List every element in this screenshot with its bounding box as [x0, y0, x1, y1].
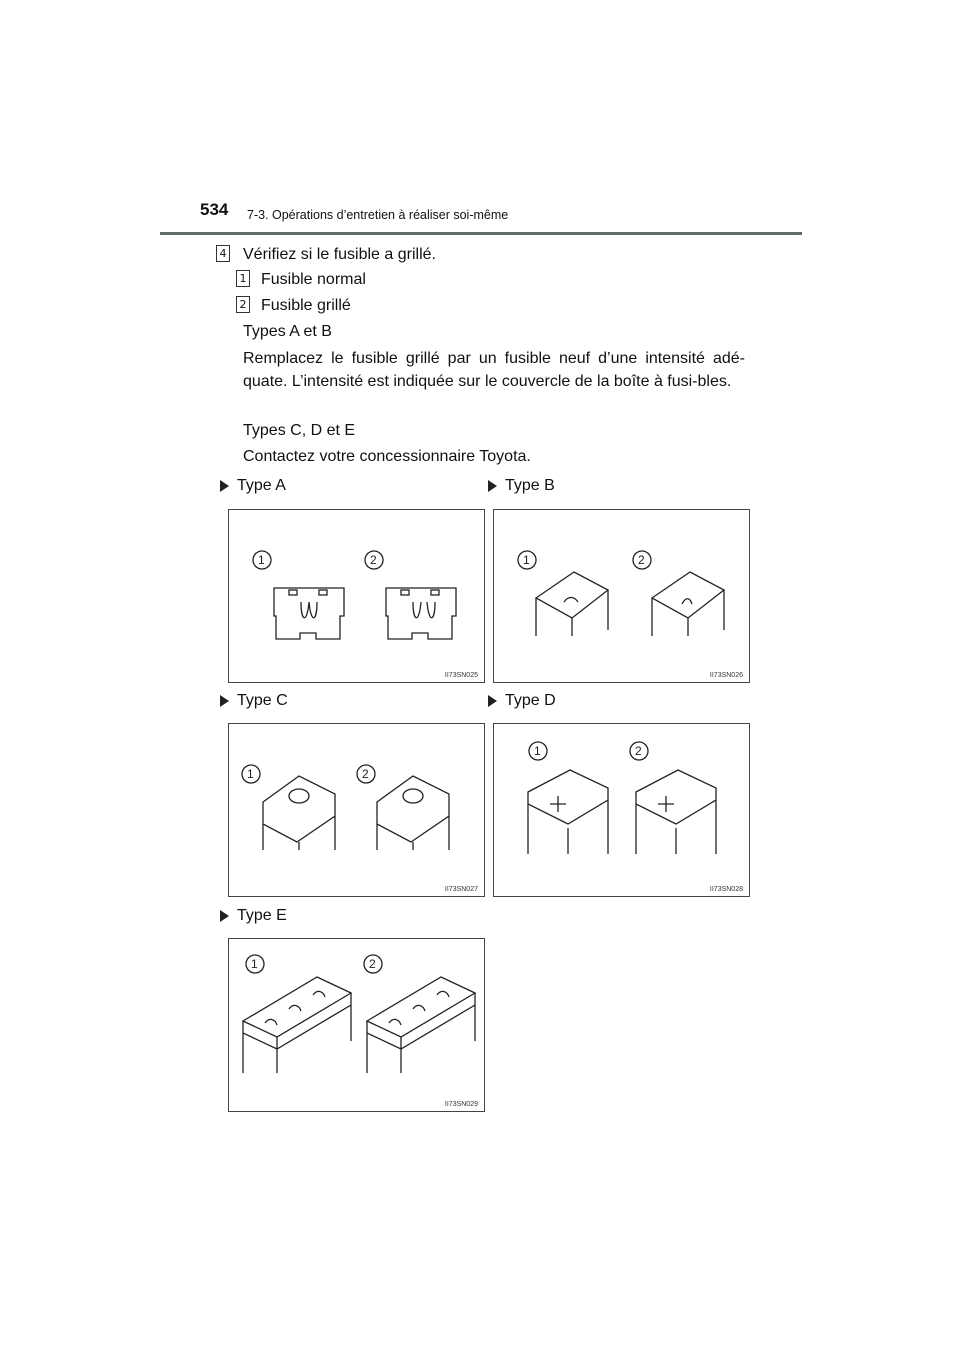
callout-2: 2	[635, 744, 642, 758]
figure-label-type-d	[488, 692, 556, 710]
figure-label-text: Type B	[505, 477, 555, 494]
triangle-bullet-icon	[220, 695, 229, 707]
callout-1: 1	[534, 744, 541, 758]
figure-code: II73SN028	[709, 886, 743, 893]
figure-code: II73SN027	[444, 886, 478, 893]
triangle-bullet-icon	[220, 910, 229, 922]
fuse-type-d-illustration	[494, 724, 751, 898]
figure-code: II73SN025	[444, 672, 478, 679]
figure-panel-type-d	[493, 723, 750, 897]
callout-2: 2	[370, 553, 377, 567]
section-title: 7-3. Opérations d’entretien à réaliser soi-même	[247, 208, 509, 222]
figure-label-text: Type E	[237, 907, 287, 924]
fuse-type-c-illustration	[229, 724, 486, 898]
figure-panel-type-e	[228, 938, 485, 1112]
fuse-type-a-illustration	[229, 510, 486, 684]
item-number-box: 2	[236, 296, 250, 313]
item-label: Fusible normal	[261, 271, 366, 288]
figure-panel-type-a	[228, 509, 485, 683]
figure-panel-type-c	[228, 723, 485, 897]
figure-label-text: Type D	[505, 692, 556, 709]
types-ab-paragraph: Remplacez le fusible grillé par un fusible neuf d’une intensité adé-quate. L’intensité est indiquée sur le couvercle de la boîte à fusi-bles.	[243, 350, 745, 390]
callout-2: 2	[362, 767, 369, 781]
callout-1: 1	[523, 553, 530, 567]
callout-1: 1	[251, 957, 258, 971]
triangle-bullet-icon	[220, 480, 229, 492]
step-instruction: Vérifiez si le fusible a grillé.	[243, 246, 436, 263]
callout-1: 1	[258, 553, 265, 567]
header-divider	[160, 232, 802, 235]
types-cde-paragraph: Contactez votre concessionnaire Toyota.	[243, 448, 531, 465]
figure-label-type-c	[220, 692, 288, 710]
types-cde-heading: Types C, D et E	[243, 422, 356, 439]
callout-2: 2	[638, 553, 645, 567]
page-number: 534	[200, 200, 229, 219]
figure-label-text: Type C	[237, 692, 288, 709]
figure-label-text: Type A	[237, 477, 286, 494]
item-label: Fusible grillé	[261, 297, 351, 314]
callout-2: 2	[369, 957, 376, 971]
triangle-bullet-icon	[488, 480, 497, 492]
step-number-box: 4	[216, 245, 230, 262]
figure-code: II73SN026	[709, 672, 743, 679]
figure-label-type-a	[220, 477, 286, 495]
callout-1: 1	[247, 767, 254, 781]
triangle-bullet-icon	[488, 695, 497, 707]
figure-label-type-b	[488, 477, 555, 495]
figure-code: II73SN029	[444, 1101, 478, 1108]
fuse-type-b-illustration	[494, 510, 751, 684]
item-number-box: 1	[236, 270, 250, 287]
types-ab-heading: Types A et B	[243, 323, 332, 340]
figure-panel-type-b	[493, 509, 750, 683]
figure-label-type-e	[220, 907, 287, 925]
fuse-type-e-illustration	[229, 939, 486, 1113]
